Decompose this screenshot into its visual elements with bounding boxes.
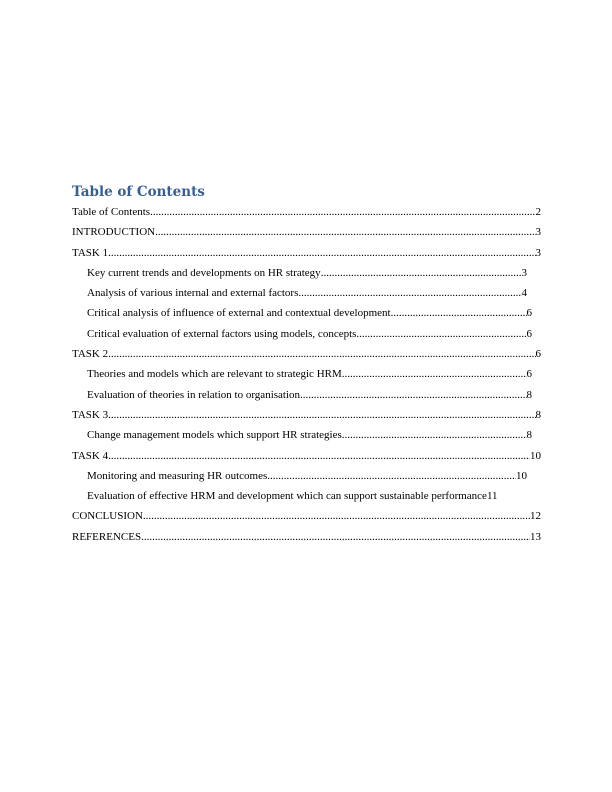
toc-entry-page: 6 — [526, 307, 532, 320]
dot-leader — [143, 507, 530, 525]
toc-entry-title: REFERENCES — [72, 530, 142, 543]
toc-entry-page: 6 — [535, 348, 541, 361]
toc-entry-title: INTRODUCTION — [72, 226, 156, 239]
dot-leader — [108, 244, 535, 262]
toc-entry-page: 6 — [526, 368, 532, 381]
dot-leader — [321, 264, 522, 282]
toc-entry-title: Theories and models which are relevant to strategic HRM — [87, 368, 342, 381]
toc-entry-sustainable-performance[interactable] — [72, 487, 541, 507]
toc-entry-page: 12 — [530, 510, 541, 523]
dot-leader — [108, 345, 535, 363]
toc-entry-page: 10 — [530, 449, 541, 462]
toc-list — [72, 203, 541, 548]
toc-entry-title: TASK 2 — [72, 348, 109, 361]
toc-entry-title: TASK 4 — [72, 449, 109, 462]
toc-entry-page: 6 — [526, 327, 532, 340]
toc-entry-title: TASK 1 — [72, 246, 109, 259]
toc-entry-strategic-hrm-theories[interactable] — [72, 365, 532, 385]
toc-entry-title: Key current trends and developments on HR strategy — [87, 266, 321, 279]
toc-entry-title: Evaluation of theories in relation to organisation — [87, 388, 301, 401]
toc-entry-task-2[interactable] — [72, 345, 541, 365]
toc-entry-task-1[interactable] — [72, 244, 541, 264]
toc-entry-title: Table of Contents — [72, 206, 151, 218]
toc-entry-page: 2 — [535, 206, 541, 218]
toc-entry-internal-external-factors[interactable] — [72, 284, 527, 304]
toc-entry-title: Change management models which support HR strategies — [87, 429, 342, 442]
toc-entry-title: Monitoring and measuring HR outcomes — [87, 469, 268, 482]
toc-entry-page: 3 — [521, 266, 527, 279]
toc-entry-conclusion[interactable] — [72, 507, 541, 527]
toc-entry-title: TASK 3 — [72, 408, 109, 421]
toc-entry-introduction[interactable] — [72, 223, 541, 243]
toc-entry-page: 10 — [516, 469, 527, 482]
toc-entry-change-management-models[interactable] — [72, 426, 532, 446]
toc-entry-hr-outcomes[interactable] — [72, 467, 527, 487]
toc-heading: Table of Contents — [72, 184, 205, 200]
toc-entry-references[interactable] — [72, 528, 541, 548]
toc-entry-hr-strategy-trends[interactable] — [72, 264, 527, 284]
toc-entry-title: Critical evaluation of external factors using models, concepts — [87, 327, 357, 340]
table-of-contents — [72, 183, 541, 548]
toc-entry-page: 3 — [535, 246, 541, 259]
toc-entry-task-3[interactable] — [72, 406, 541, 426]
toc-entry-page: 4 — [521, 287, 527, 300]
toc-entry-title: Evaluation of effective HRM and development which can support sustainable performance — [87, 490, 487, 503]
toc-entry-page: 8 — [535, 408, 541, 421]
toc-entry-page: 3 — [535, 226, 541, 239]
toc-entry-title: CONCLUSION — [72, 510, 143, 523]
dot-leader — [155, 223, 535, 241]
dot-leader — [342, 365, 527, 383]
toc-entry-contextual-development[interactable] — [72, 304, 532, 324]
toc-entry-page: 8 — [526, 388, 532, 401]
toc-entry-title: Analysis of various internal and external factors — [87, 287, 299, 300]
toc-entry-table-of-contents[interactable] — [72, 203, 541, 223]
toc-entry-external-factors-models[interactable] — [72, 325, 532, 345]
dot-leader — [356, 325, 526, 343]
toc-entry-page: 11 — [486, 490, 498, 503]
dot-leader — [267, 467, 516, 485]
toc-entry-task-4[interactable] — [72, 447, 541, 467]
dot-leader — [391, 304, 527, 322]
toc-entry-page: 8 — [526, 429, 532, 442]
dot-leader — [108, 447, 530, 465]
toc-entry-title: Critical analysis of influence of external and contextual development — [87, 307, 391, 320]
dot-leader — [150, 203, 535, 221]
dot-leader — [298, 284, 521, 302]
dot-leader — [108, 406, 535, 424]
toc-entry-page: 13 — [530, 530, 541, 543]
toc-entry-theories-evaluation[interactable] — [72, 386, 532, 406]
dot-leader — [342, 426, 527, 444]
dot-leader — [141, 528, 530, 546]
dot-leader — [300, 386, 526, 404]
